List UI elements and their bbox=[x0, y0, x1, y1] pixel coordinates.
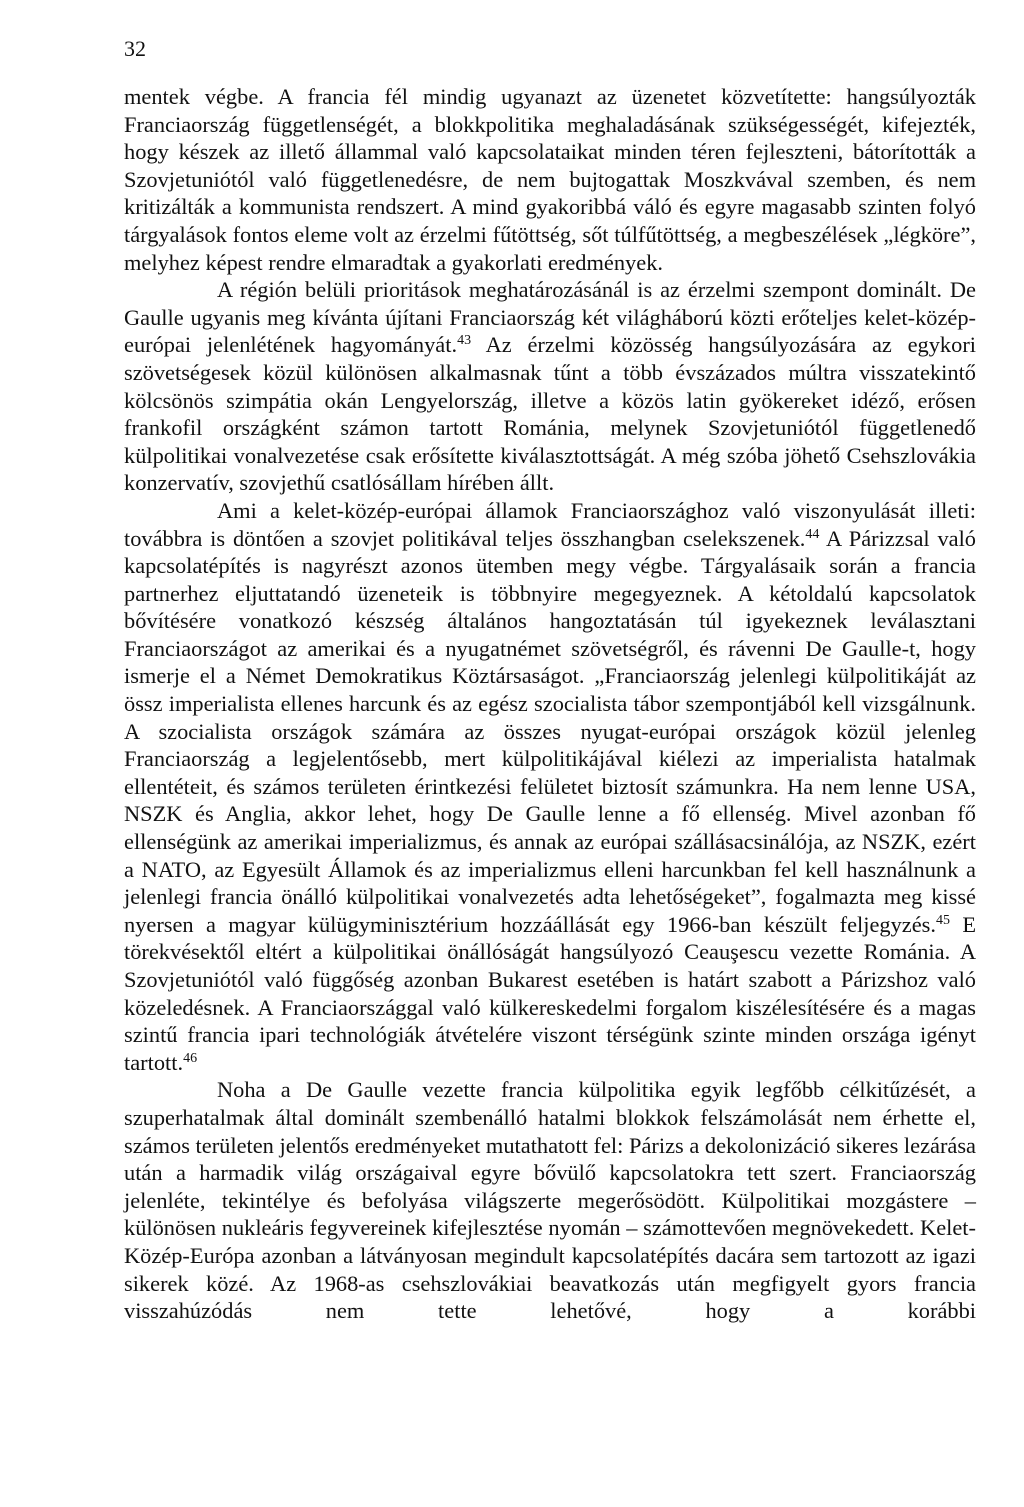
text-run: A Párizzsal való kapcsolatépítés is nagyrészt azonos ütemben megy végbe. Tárgyalásaik során a francia partnerhez eljuttatandó üzeneteik is többnyire megegyeznek. A kétoldalú kapcsolatok bővítésére vonatkozó készség általános hangoztatásán túl igyekeznek leválasztani Franciaországot az amerikai és a nyugatnémet szövetségről, és rávenni De Gaulle-t, hogy ismerje el a Német Demokratikus Köztársaságot. „Franciaország jelenlegi külpolitikáját az össz imperialista ellenes harcunk és az egész szocialista tábor szempontjából kell vizsgálnunk. A szocialista országok számára az összes nyugat-európai országok közül jelenleg Franciaország a legjelentősebb, mert külpolitikájával kiélezi az imperialista hatalmak ellentéteit, és számos területen érintkezési felületet biztosít számunkra. Ha nem lenne USA, NSZK és Anglia, akkor lehet, hogy De Gaulle lenne a fő ellenség. Mivel azonban fő ellenségünk az amerikai imperializmus, és annak az európai szállásacsinálója, az NSZK, ezért a NATO, az Egyesült Államok és az imperializmus elleni harcunkban fel kell használnunk a jelenlegi francia önálló külpolitikai vonalvezetés adta lehetőségeket”, fogalmazta meg kissé nyersen a magyar külügyminisztérium hozzáállását egy 1966-ban készült feljegyzés. bbox=[124, 525, 977, 937]
footnote-reference: 46 bbox=[183, 1050, 198, 1066]
body-text bbox=[124, 83, 976, 1325]
text-run: E törekvésektől eltért a külpolitikai önállóságát hangsúlyozó Ceauşescu vezette Románia. A Szovjetuniótól való függőség azonban Bukarest esetében is határt szabott a Párizshoz való közeledésnek. A Franciaországgal való külkereskedelmi forgalom kiszélesítésére és a magas szintű francia ipari technológiák átvételére viszont térségünk szinte minden országa igényt tartott. bbox=[124, 911, 977, 1075]
text-run: mentek végbe. A francia fél mindig ugyanazt az üzenetet közvetítette: hangsúlyozták Franciaország függetlenségét, a blokkpolitika meghaladásának szükségességét, kifejezték, hogy készek az illető állammal való kapcsolataikat minden téren fejleszteni, bátorították a Szovjetuniótól való függetlenedésre, de nem bujtogattak Moszkvával szemben, és nem kritizálták a kommunista rendszert. A mind gyakoribbá váló és egyre magasabb szinten folyó tárgyalások fontos eleme volt az érzelmi fűtöttség, sőt túlfűtöttség, a megbeszélések „légköre”, melyhez képest rendre elmaradtak a gyakorlati eredmények. bbox=[124, 84, 976, 275]
paragraph bbox=[124, 276, 976, 497]
text-run: Ami a kelet-közép-európai államok Franciaországhoz való viszonyulását illeti: továbbra is döntően a szovjet politikával teljes összhangban cselekszenek. bbox=[124, 497, 976, 551]
text-run: A régión belüli prioritások meghatározásánál is az érzelmi szempont dominált. De Gaulle ugyanis meg kívánta újítani Franciaország két világháború közti erőteljes kelet-közép-európai jelenlétének hagyományát. bbox=[124, 277, 976, 358]
footnote-reference: 45 bbox=[935, 912, 950, 928]
text-run: Noha a De Gaulle vezette francia külpolitika egyik legfőbb célkitűzését, a szuperhatalmak által dominált szembenálló hatalmi blokkok felszámolását nem érhette el, számos területen jelentős eredményeket mutathatott fel: Párizs a dekolonizáció sikeres lezárása után a harmadik világ országaival egyre bővülő kapcsolatokra tett szert. Franciaország jelenléte, tekintélye és befolyása világszerte megerősödött. Külpolitikai mozgástere – különösen nukleáris fegyvereinek kifejlesztése nyomán – számottevően megnövekedett. Kelet-Közép-Európa azonban a látványosan megindult kapcsolatépítés dacára sem tartozott az igazi sikerek közé. Az 1968-as csehszlovákiai beavatkozás után megfigyelt gyors francia visszahúzódás nem tette lehetővé, hogy a korábbi bbox=[124, 1077, 976, 1324]
footnote-reference: 44 bbox=[805, 526, 820, 542]
paragraph bbox=[124, 1076, 976, 1324]
footnote-reference: 43 bbox=[457, 333, 472, 349]
text-run: Az érzelmi közösség hangsúlyozására az egykori szövetségesek közül különösen alkalmasnak tűnt a több évszázados múltra visszatekintő kölcsönös szimpátia okán Lengyelország, illetve a közös latin gyökereket idéző, erősen frankofil országként számon tartott Románia, melynek Szovjetuniótól függetlenedő külpolitikai vonalvezetése csak erősítette kiválasztottságát. A még szóba jöhető Csehszlovákia konzervatív, szovjethű csatlósállam hírében állt. bbox=[124, 332, 976, 496]
paragraph bbox=[124, 83, 976, 276]
paragraph bbox=[124, 497, 976, 1076]
page-number: 32 bbox=[124, 36, 146, 61]
